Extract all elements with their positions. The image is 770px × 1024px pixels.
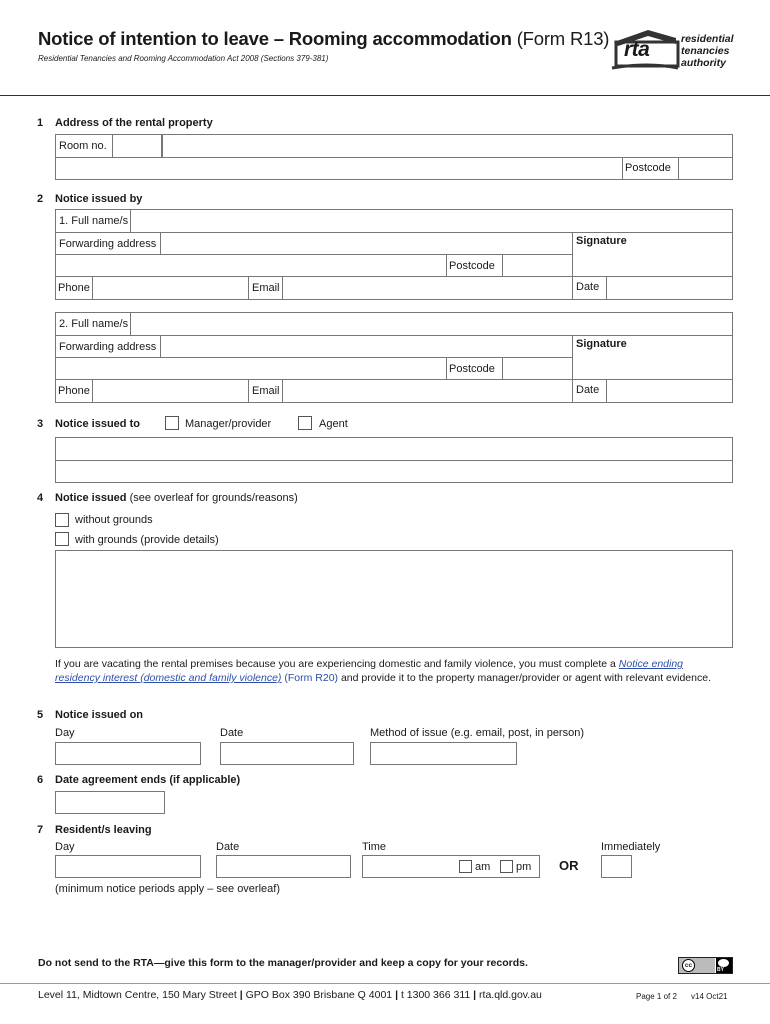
issuer-2-postcode-field[interactable] <box>503 358 572 379</box>
footer-address: Level 11, Midtown Centre, 150 Mary Street <box>38 989 237 1001</box>
issued-date-field[interactable] <box>220 742 354 765</box>
immediately-label: Immediately <box>601 841 661 853</box>
section4-title-note: (see overleaf for grounds/reasons) <box>129 492 298 504</box>
agreement-end-date-field[interactable] <box>55 791 165 814</box>
pm-label: pm <box>516 861 532 873</box>
without-grounds-checkbox[interactable] <box>55 513 69 527</box>
method-label: Method of issue (e.g. email, post, in person) <box>370 727 584 739</box>
issuer-1-phone-field[interactable] <box>93 277 248 300</box>
section1-number: 1 <box>37 117 44 129</box>
issuer-1-address2-field[interactable] <box>56 255 446 276</box>
issuer-1-phone-label: Phone <box>58 282 90 294</box>
section4-heading <box>55 492 298 504</box>
issuer-1-name-label: 1. Full name/s <box>59 215 129 227</box>
page-number: Page 1 of 2 <box>636 992 677 1001</box>
manager-provider-label: Manager/provider <box>185 418 272 430</box>
min-notice-note: (minimum notice periods apply – see overleaf) <box>55 883 280 895</box>
section5-number: 5 <box>37 709 44 721</box>
section2-number: 2 <box>37 193 44 205</box>
issuer-2-date-label: Date <box>576 384 600 396</box>
footer-warning: Do not send to the RTA—give this form to the manager/provider and keep a copy for your records. <box>38 957 528 969</box>
dfv-note-prefix: If you are vacating the rental premises because you are experiencing domestic and family violence, you must complete a <box>55 658 619 670</box>
form-version: v14 Oct21 <box>691 992 728 1001</box>
issuer-2-postcode-label: Postcode <box>449 363 495 375</box>
section3-number: 3 <box>37 418 44 430</box>
immediately-field[interactable] <box>601 855 632 878</box>
with-grounds-label: with grounds (provide details) <box>75 534 219 546</box>
issuer-1-postcode-field[interactable] <box>503 255 572 276</box>
section7-number: 7 <box>37 824 44 836</box>
issuer-2-date-field[interactable] <box>607 380 732 403</box>
room-label: Room no. <box>59 140 107 152</box>
without-grounds-label: without grounds <box>75 514 153 526</box>
manager-provider-checkbox[interactable] <box>165 416 179 430</box>
dfv-note-suffix: and provide it to the property manager/provider or agent with relevant evidence. <box>338 672 711 684</box>
dfv-note <box>55 657 715 685</box>
issued-to-line1-field[interactable] <box>56 438 732 460</box>
footer-phone: t 1300 366 311 <box>400 989 471 1001</box>
section7-title: Resident/s leaving <box>55 824 152 836</box>
form-code: (Form R13) <box>516 28 610 49</box>
pm-checkbox[interactable] <box>500 860 513 873</box>
leaving-time-field[interactable] <box>362 855 540 878</box>
footer-web[interactable]: rta.qld.gov.au <box>479 989 542 1001</box>
page-title <box>38 28 609 50</box>
logo-line3: authority <box>681 57 726 69</box>
issued-day-field[interactable] <box>55 742 201 765</box>
am-checkbox[interactable] <box>459 860 472 873</box>
title-main: Notice of intention to leave – Rooming accommodation <box>38 28 512 49</box>
agent-checkbox[interactable] <box>298 416 312 430</box>
issuer-1-email-field[interactable] <box>283 277 572 300</box>
agent-label: Agent <box>319 418 348 430</box>
form-r20-code: (Form R20) <box>281 672 339 684</box>
issuer-1-date-field[interactable] <box>607 277 732 300</box>
address-box <box>55 134 733 180</box>
form-r20-link[interactable]: Notice ending residency interest (domestic and family violence) <box>55 658 684 684</box>
leaving-day-label: Day <box>55 841 75 853</box>
by-person-icon <box>718 959 729 967</box>
issuer-2-address-field[interactable] <box>161 336 572 357</box>
logo-line2: tenancies <box>681 45 730 57</box>
footer-contact: Level 11, Midtown Centre, 150 Mary Street | GPO Box 390 Brisbane Q 4001 | t 1300 366 311 | rta.qld.gov.au <box>38 989 542 1001</box>
leaving-day-field[interactable] <box>55 855 201 878</box>
method-field[interactable] <box>370 742 517 765</box>
postcode-label: Postcode <box>625 162 671 174</box>
cc-by-badge <box>678 957 733 974</box>
leaving-time-label: Time <box>362 841 387 853</box>
cc-icon: cc <box>682 959 695 972</box>
logo-line1: residential <box>681 33 734 45</box>
issuer-2-address2-field[interactable] <box>56 358 446 379</box>
issuer-1-date-label: Date <box>576 281 600 293</box>
am-label: am <box>475 861 491 873</box>
issuer-2-signature-field[interactable] <box>573 351 732 379</box>
section4-number: 4 <box>37 492 44 504</box>
issuer-1-address-label: Forwarding address <box>59 238 157 250</box>
issuer-2-address-label: Forwarding address <box>59 341 157 353</box>
header-divider <box>0 95 770 96</box>
page-subtitle: Residential Tenancies and Rooming Accommodation Act 2008 (Sections 379-381) <box>38 54 329 63</box>
issuer-2-name-field[interactable] <box>131 313 732 335</box>
issuer-1-email-label: Email <box>252 282 280 294</box>
address-line1-field[interactable] <box>163 135 732 157</box>
issuer-2-name-label: 2. Full name/s <box>59 318 129 330</box>
section1-title: Address of the rental property <box>55 117 213 129</box>
issuer-2-phone-field[interactable] <box>93 380 248 403</box>
section2-title: Notice issued by <box>55 193 143 205</box>
footer-gpo: GPO Box 390 Brisbane Q 4001 <box>245 989 393 1001</box>
rta-logo <box>608 24 758 74</box>
section3-title: Notice issued to <box>55 418 140 430</box>
section5-title: Notice issued on <box>55 709 144 721</box>
room-number-field[interactable] <box>112 134 162 158</box>
issuer-2-phone-label: Phone <box>58 385 90 397</box>
with-grounds-checkbox[interactable] <box>55 532 69 546</box>
grounds-details-field[interactable] <box>55 550 733 648</box>
logo-mark: rta <box>624 38 650 61</box>
issuer-1-name-field[interactable] <box>131 210 732 232</box>
issued-date-label: Date <box>220 727 244 739</box>
section6-title: Date agreement ends (if applicable) <box>55 774 241 786</box>
issuer-2-email-field[interactable] <box>283 380 572 403</box>
issuer-1-signature-label: Signature <box>576 235 627 247</box>
address-line2-field[interactable] <box>56 158 620 180</box>
issuer-1-postcode-label: Postcode <box>449 260 495 272</box>
footer-divider <box>0 983 770 984</box>
postcode-field[interactable] <box>679 158 732 180</box>
issuer-2-box <box>55 312 733 403</box>
by-label: BY <box>717 967 724 973</box>
leaving-date-label: Date <box>216 841 240 853</box>
issuer-1-signature-field[interactable] <box>573 248 732 276</box>
issuer-2-signature-label: Signature <box>576 338 627 350</box>
or-label: OR <box>559 858 579 873</box>
issued-day-label: Day <box>55 727 75 739</box>
issued-to-box <box>55 437 733 483</box>
section4-title: Notice issued <box>55 492 127 504</box>
issuer-1-address-field[interactable] <box>161 233 572 254</box>
issuer-2-email-label: Email <box>252 385 280 397</box>
leaving-date-field[interactable] <box>216 855 351 878</box>
issuer-1-box <box>55 209 733 300</box>
issued-to-line2-field[interactable] <box>56 461 732 482</box>
section6-number: 6 <box>37 774 44 786</box>
